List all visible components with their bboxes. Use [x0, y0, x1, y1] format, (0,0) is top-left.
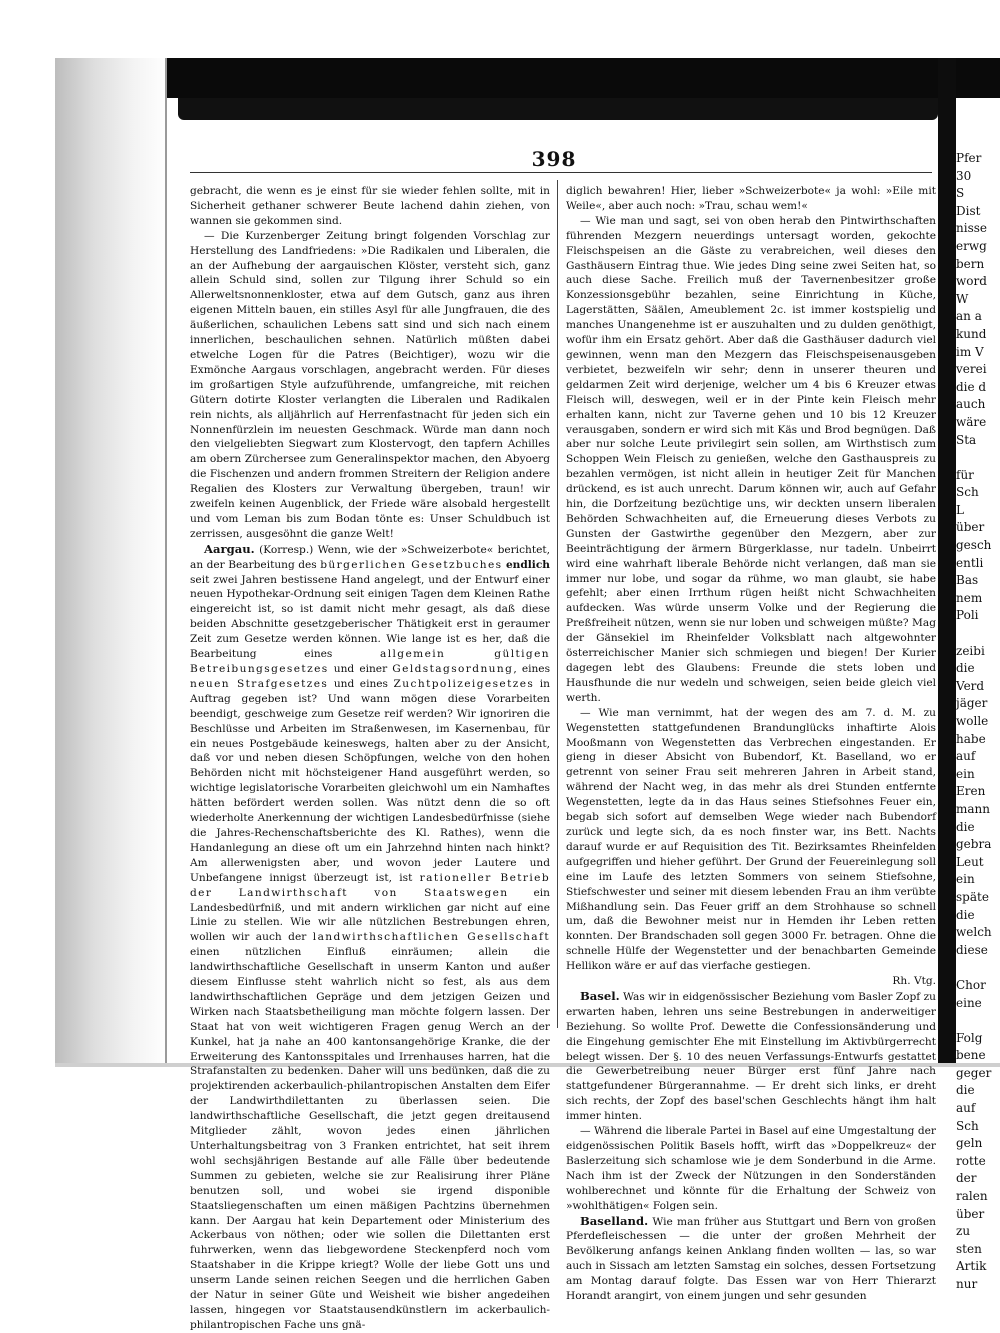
left-column [190, 184, 551, 1331]
next-page-word: Leut [956, 854, 984, 869]
next-page-word: gesch [956, 538, 992, 553]
aargau-term-betreibung: allgemein gültigen Betreibungsgesetzes [190, 648, 550, 675]
right-column [566, 184, 936, 1303]
next-page-word: habe [956, 731, 986, 746]
next-page-word: auf [956, 1101, 976, 1116]
next-page-word: ein [956, 872, 975, 887]
next-page-word: word [956, 274, 987, 289]
paragraph-kurzenberger: — Die Kurzenberger Zeitung bringt folgenden Vorschlag zur Herstellung des Landfriedens: »Die Radikalen und Liberalen, die an der Aufhebung der aargauischen Klöster, versteht sich, ganz allein Schuld sind, sollen zur Tilgung ihrer Schuld so ein Allerweltsnonnenkloster, etwa auf dem Gutsch, ganz aus ihren eigenen Mitteln bauen, ein stilles Asyl für alle Jungfrauen, die des äußerlichen, schaulichen Lebens satt sind und sich nach einem innerlichen, beschaulichen sehnen. Natürlich müßten dabei etwelche Logen für die Patres (Beichtiger), wozu wir die Exmönche Aargaus vorschlagen, angebracht werden. Für dieses im großartigen Style aufzuführende, umfangreiche, mit reichen Gütern dotirte Kloster verlangten die Liberalen und Radikalen rein nichts, als alljährlich auf Herrenfastnacht für jeden sich ein Nonnenfürzlein im neuesten Geschmack. Würde man dann noch den vielgeliebten Siegwart zum Klostervogt, den tapfern Achilles am obern Zürchersee zum Generalinspektor machen, den Abyoerg die Fischenzen und andern frommen Streitern der Religion andere Regalien des Klosters zur Verwaltung übergeben, traun! wir zweifeln keinen Augenblick, der Friede wäre alsobald hergestellt und vom Leman bis zum Bodan tönte es: Unser Schuldbuch ist zerrissen, ausgesöhnt die ganze Welt! [190, 229, 550, 540]
aargau-text-p: einen nützlichen Einfluß einräumen; allein die landwirthschaftliche Gesellschaft in unserm Kanton und außer diesem Einflusse steht wahrlich nicht so fest, als aus dem landwirthschaftlichen Gepräge und dem jetzigen Geizen und Wirken nach Staatsbetheiligung man möchte folgern lassen. Der Staat hat von weit wichtigeren Fragen genug Werch an der Kunkel, hat ja nahe an 400 kantonsangehörige Kranke, die der Erweiterung des Kantonsspitales und Irrenhauses harren, hat die Strafanstalten zu bedenken. Daher will uns bedünken, daß die zu projektirenden ackerbaulich-philantropischen Anstalten dem Eifer der Landwirthdilettanten zu überlassen seien. Die landwirthschaftliche Gesellschaft, die jetzt gegen dreitausend Mitglieder zählt, wovon jedes einen jährlichen Unterhaltungsbeitrag von 3 Franken entrichtet, hat seit ihrem wohl sechsjährigen Bestande auf alle Fälle über bedeutende Summen zu gebieten, welche sie zur Realisirung ihrer Pläne benutzen soll, und wobei sie irgend disponible Staatsliegenschaften um einen mäßigen Pachtzins übernehmen kann. Der Aargau hat kein Departement oder Ministerium des Ackerbaus von nöthen; oder wie sollen die Dilettanten erst fuhrwerken, wenn das liebgewordene Steckenpferd noch vom Staatshaber in die Krippe kriegt? Wolle der liebe Gott uns und unserm Lande seinen reichen Seegen und die herrlichen Gaben der Natur in seiner Güte und Weisheit wie bisher angedeihen lassen, hingegen vor Staatstausendkünstlern im ackerbaulich-philantropischen Fache uns gnä- [190, 946, 550, 1331]
next-page-word: S [956, 186, 965, 201]
aargau-term-geldstag: Geldstagsordnung [392, 663, 514, 675]
aargau-term-endlich: endlich [505, 558, 550, 571]
next-page-word: Sch [956, 1118, 979, 1133]
next-page-word [956, 1012, 1000, 1030]
next-page-word: bene [956, 1048, 986, 1063]
page-edge-line [165, 58, 167, 1063]
next-page-word: die [956, 819, 975, 834]
brand-source: Rh. Vtg. [892, 975, 936, 988]
paragraph-mezger: — Wie man und sagt, sei von oben herab den Pintwirthschaften führenden Mezgern neuerdings untersagt worden, gekochte Fleischspeisen an die Gäste zu verabreichen, weil dieses den Gasthäusern Eintrag thue. Wie jedes Ding seine zwei Seiten hat, so auch diese Sache. Freilich muß der Tavernenbesitzer große Konzessionsgebühr bezahlen, seine Einrichtung in Küche, Lagerstätten, Säälen, Ameublement 2c. ist immer kostspielig und manches Unangenehme ist er auszuhalten und zu dulden genöthigt, wofür ihm ein Ersatz gehört. Aber daß die Gasthäuser dadurch viel gewinnen, wenn man den Mezgern das Fleischspeisenausgeben verbietet, bezweifeln wir sehr; denn in unserer theuren und geldarmen Zeit wird derjenige, welcher um 4 bis 6 Kreuzer etwas Fleisch will, deswegen, weil er in der Pinte kein Fleisch mehr erhalten kann, nicht zur Taverne gehen und 10 bis 12 Kreuzer verausgaben, sondern er wird sich mit Käs und Brod begnügen. Daß aber nur solche Leute privilegirt sein sollen, am Wirthstisch zum Schoppen Wein Fleisch zu genießen, welche den Gasthauspreis zu bezahlen vermögen, ist nicht allein in heutiger Zeit für Manchen drückend, es ist auch unrecht. Darum können wir, auch auf Gefahr hin, die Dorfzeitung bezüchtige uns, wir deckten unsern liberalen Behörden Schwachheiten auf, die Erneuerung dieses Verbots zu Gunsten der Gastwirthe gegenüber den Mezgern, aber zur Beeinträchtigung der ärmern Bürgerklasse, nur tadeln. Unbeirrt wird eine wahrhaft liberale Behörde nicht verlangen, daß man sie immer nur lobe, und sogar da rühme, wo man glaubt, sie habe gefehlt; aber einen Irrthum rügen heißt nicht Schwachheiten aufdecken. Was würde unserm Volke und der Regierung die Preßfreiheit nützen, wenn sie nur loben und schweigen müßte? Mag der Gänsekiel im Rheinfelder Volksblatt nach altgewohnter österreichischer Manier sich schmiegen und biegen! Der Kurier dagegen lebt des Glaubens: Freunde die stets loben und Hausfhunde die nur wedeln und schweigen, seien beide gleich viel werth. [566, 214, 936, 704]
next-page-word: die [956, 661, 975, 676]
aargau-text-l: in Auftrag gegeben ist? Und wann mögen diese Vorarbeiten beendigt, geschweige zum Gesetze reif werden? Wir ignoriren die Beschlüsse und Arbeiten im Straßenwesen, im Kasernenbau, für ein neues Postgebäude keineswegs, halten aber zu der Ansicht, daß vor und neben diesen Schöpfungen, welche von den hohen Behörden nicht mit höchsteigener Hand ausgeführt werden, so wichtige legislatorische Vorarbeiten gleichwohl um ein Namhaftes hätten befördert werden sollen. Was nützt denn die so oft wiederholte Anerkennung der wichtigen Landesbedürfnisse (siehe die Jahres-Rechenschaftsberichte des Kl. Rathes), wenn die Handanlegung an diese oft um ein Jahrzehnd hinten nach hinkt? Am allerwenigsten aber, und wovon jeder Lautere und Unbefangene innigst überzeugt ist, ist [190, 677, 550, 884]
next-page-word: nem [956, 590, 983, 605]
paragraph-basel [566, 989, 936, 1124]
next-page-word: gebra [956, 837, 992, 852]
aargau-text-n: ein Landesbedürfniß, und mit andern wirklichen gar nicht auf eine Linie zu stellen. Wie wir alle nützlichen Bestrebungen ehren, wollen wir auch der [190, 886, 550, 944]
paragraph-continuation-right: diglich bewahren! Hier, lieber »Schweizerbote« ja wohl: »Eile mit Weile«, aber auch noch: »Trau, schau wem!« [566, 185, 936, 212]
next-page-word: im V [956, 344, 984, 359]
scan-margin-top [0, 0, 1000, 62]
next-page-word: nisse [956, 221, 987, 236]
header-rule [190, 172, 932, 173]
next-page-fragment [956, 150, 1000, 1291]
next-page-word: nur [956, 1277, 978, 1291]
basel-heading: Basel. [580, 988, 620, 1003]
next-page-word: jäger [956, 696, 988, 711]
next-page-word: mann [956, 801, 990, 816]
next-page-word: zu [956, 1224, 971, 1239]
paragraph-baselland [566, 1214, 936, 1304]
next-page-word: 30 [956, 168, 972, 183]
next-page-word: geger [956, 1065, 992, 1080]
next-page-word: kund [956, 326, 987, 341]
paragraph-basel-partei: — Während die liberale Partei in Basel auf eine Umgestaltung der eidgenössischen Politik Basels hofft, wirft das »Doppelkreuz« der Baslerzeitung sich schamlose wie je dem Sonderbund in die Arme. Nach ihm ist der Zweck der Nützungen in den Sonderständen wohlberechnet und könnte für die Erhaltung der Schweiz von »wohlthätigen« Folgen sein. [566, 1125, 936, 1212]
aargau-term-strafgesetz: neuen Strafgesetzes [190, 677, 329, 690]
next-page-word: wolle [956, 714, 989, 728]
next-page-word: Poli [956, 608, 979, 623]
page-number: 398 [531, 147, 577, 171]
next-page-word: Dist [956, 203, 981, 218]
next-page-word: welch [956, 925, 992, 940]
column-divider [557, 180, 558, 1028]
next-page-word [956, 625, 1000, 643]
baselland-text: Wie man früher aus Stuttgart und Bern von großen Pferdefleischessen — die unter der großen Mehrheit der Bevölkerung anfangs keinen Anklang finden wollten — las, so war auch in Sissach am letzten Samstag ein solches, dessen Fortsetzung am Montag darauf folgte. Das Essen war von Herr Thierarzt Horandt arangirt, von einem jungen und sehr gesunden [566, 1215, 936, 1303]
next-page-word: bern [956, 256, 985, 271]
paragraph-continuation: gebracht, die wenn es je einst für sie wieder fehlen sollte, mit in Sicherheit gethaner schwerer Beute lachend dahin ziehen, von wannen sie gekommen sind. [190, 185, 550, 227]
next-page-margin [956, 98, 1000, 150]
paragraph-brandunglueck [566, 706, 936, 989]
aargau-term-gesellschaft: landwirthschaftlichen Gesellschaft [312, 931, 550, 944]
next-page-word: Sch [956, 485, 979, 500]
aargau-text-d: seit zwei Jahren bestissene Hand angelegt, und der Entwurf einer neuen Hypothekar-Ordnung seit einigen Tagen dem Kleinen Rathe eingereicht ist, so ist damit nicht mehr gesagt, als daß diese beiden Abschnitte gesetzgeberischer Thätigkeit erst in geraumer Zeit zum Gesetze werden können. Wie lange ist es her, daß die Bearbeitung eines [190, 573, 550, 661]
next-page-word: sten [956, 1241, 982, 1256]
scan-gutter-right [938, 58, 956, 1063]
next-page-word: diese [956, 942, 988, 957]
next-page-word: geln [956, 1136, 983, 1151]
paragraph-aargau [190, 542, 550, 1333]
next-page-word: über [956, 520, 985, 535]
aargau-text-a: Wenn, wie der »Schweizerbote« berichtet, an der Bearbeitung des [190, 543, 550, 571]
next-page-word: ralen [956, 1189, 988, 1204]
aargau-term-gesetzbuch: bürgerlichen Gesetzbuches [320, 558, 503, 571]
next-page-word: Bas [956, 573, 979, 588]
aargau-term-landwirthschaft: rationeller Betrieb der Landwirthschaft von Staatswegen [190, 871, 551, 899]
next-page-word: rotte [956, 1153, 986, 1168]
next-page-word: die [956, 1083, 975, 1098]
next-page-word: Chor [956, 977, 986, 992]
next-page-word: L [956, 502, 964, 517]
next-page-word: W [956, 291, 969, 306]
next-page-word: wäre [956, 414, 987, 429]
next-page-word: Folg [956, 1030, 983, 1045]
next-page-word: für [956, 467, 974, 482]
next-page-word: auch [956, 397, 986, 412]
aargau-text-h: , eines [513, 663, 551, 675]
next-page-word: zeibi [956, 643, 985, 658]
next-page-word: Eren [956, 784, 986, 799]
aargau-term-zuchtpolizei: Zuchtpolizeigesetzes [393, 677, 535, 690]
next-page-word: der [956, 1171, 977, 1186]
next-page-word: eine [956, 995, 982, 1010]
next-page-word: erwg [956, 238, 987, 253]
brand-text: — Wie man vernimmt, hat der wegen des am 7. d. M. zu Wegenstetten stattgefundenen Brandunglücks inhaftirte Alois Mooßmann von Wegenstetten das Verbrechen eingestanden. Er gieng in dieser Absicht von Bubendorf, Kt. Baselland, wo er getrennt von seiner Frau seit mehreren Jahren in Arbeit stand, während der Nacht weg, in das mehr als drei Stunden entfernte Wegenstetten, legte da in das Haus seines Stiefsohnes Feuer ein, begab sich sofort auf demselben Wege wieder nach Bubendorf zurück und legte sich, da es noch finster war, ins Bett. Nachts darauf wurde er auf Requisition des Tit. Bezirksamtes Rheinfelden aufgegriffen und hieher geführt. Der Grund der Feuereinlegung soll eine im Laufe des letzten Sommers von seinem Stiefsohne, Stiefschwester und seiner mit diesem lebenden Frau an ihm verübte Mißhandlung sein. Das Feuer griff an dem Strohhause so schnell um, daß die Bewohner meist nur in Hemden ihr Leben retten konnten. Der Brandschaden soll gegen 3000 Fr. betragen. Ohne die schnelle Hülfe der Wegenstetter und der benachbarten Gemeinde Hellikon wäre er auf das vierfache gestiegen. [566, 706, 936, 973]
next-page-word: auf [956, 749, 976, 764]
aargau-text-j: und eines [333, 677, 388, 690]
next-page-word: die d [956, 379, 987, 394]
next-page-word [956, 959, 1000, 977]
next-page-word: über [956, 1206, 985, 1221]
next-page-word: Sta [956, 432, 977, 447]
scan-gutter-left [55, 58, 167, 1063]
next-page-word: die [956, 907, 975, 922]
aargau-source: (Korresp.) [259, 543, 314, 556]
scan-shadow-curl [178, 98, 938, 120]
scan-shadow-top [55, 58, 1000, 98]
next-page-word: Artik [956, 1259, 987, 1274]
next-page-word: späte [956, 889, 989, 904]
next-page-word: Pfer [956, 151, 982, 165]
next-page-word: Verd [956, 678, 985, 693]
aargau-text-f: und einer [333, 663, 388, 675]
baselland-heading: Baselland. [580, 1213, 649, 1228]
next-page-word: verei [956, 362, 987, 377]
basel-text: Was wir in eidgenössischer Beziehung vom Basler Zopf zu erwarten haben, lehren uns seine Bestrebungen in anderweitiger Beziehung. So wollte Prof. Dewette die Confessionsänderung und die Eingehung gemischter Ehe mit Einstellung im Aktivbürgerrecht belegt wissen. Der §. 10 des neuen Verfassungs-Entwurfs gestattet die Gewerbetreibung neuer Bürger erst fünf Jahre nach stattgefundener Bürgerannahme. — Er dreht sich links, er dreht sich rechts, der Zopf des basel'schen Geschlechts hängt ihm halt immer hinten. [566, 990, 936, 1123]
next-page-word [956, 449, 1000, 467]
aargau-heading: Aargau. [204, 541, 255, 556]
next-page-word: an a [956, 309, 982, 324]
next-page-word: ein [956, 766, 975, 781]
next-page-word: entli [956, 555, 984, 570]
